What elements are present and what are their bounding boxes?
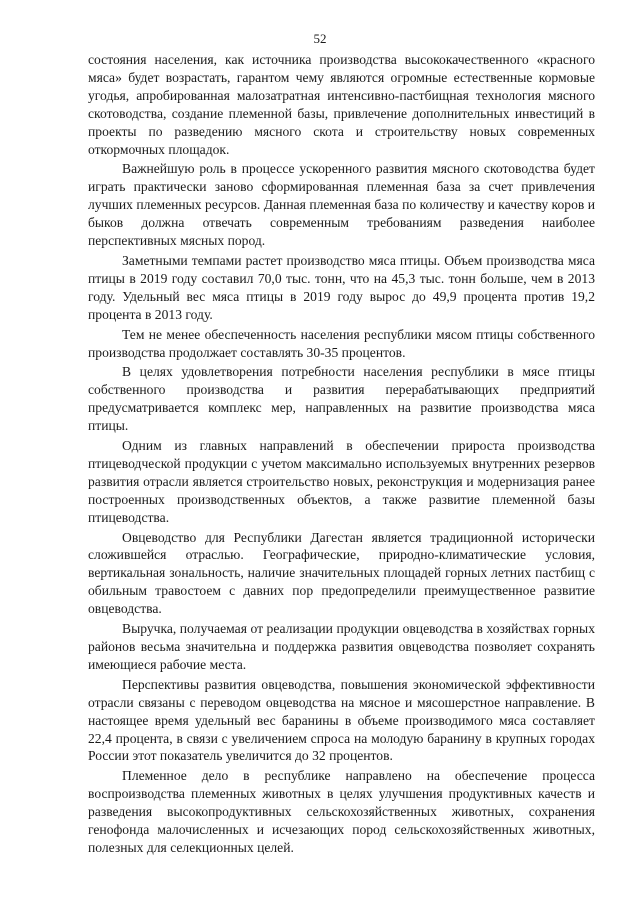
paragraph: Племенное дело в республике направлено на обеспечение процесса воспроизводства племенных животных в целях улучшения продуктивных качеств и разведения высокопродуктивных сельскохозяйственных животных, сохранения генофонда малочисленных и исчезающих пород сельскохозяйственных животных, полезных для селекционных целей. [88, 768, 595, 855]
paragraph: Овцеводство для Республики Дагестан является традиционной исторически сложившейся отраслью. Географические, природно-климатические условия, вертикальная зональность, наличие значительных площадей горных летних пастбищ с обильным травостоем с давних пор предопределили преимущественное развитие овцеводства. [88, 529, 595, 617]
paragraph-continued: состояния населения, как источника производства высококачественного «красного мяса» будет возрастать, гарантом чему являются огромные естественные кормовые угодья, апробированная малозатратная интенсивно-пастбищная технология мясного скотоводства, создание племенной базы, привлечение дополнительных инвестиций в проекты по разведению мясного скота и строительству новых современных откормочных площадок. [88, 52, 595, 157]
document-body [88, 51, 595, 857]
page-number: 52 [313, 31, 327, 46]
paragraph: Выручка, получаемая от реализации продукции овцеводства в хозяйствах горных районов весьма значительна и поддержка развития овцеводства позволяет сохранять имеющиеся рабочие места. [88, 621, 595, 672]
paragraph: Тем не менее обеспеченность населения республики мясом птицы собственного производства продолжает составлять 30-35 процентов. [88, 326, 595, 360]
paragraph: Перспективы развития овцеводства, повышения экономической эффективности отрасли связаны с переводом овцеводства на мясное и мясошерстное направление. В настоящее время удельный вес баранины в объеме производимого мяса составляет 22,4 процента, в связи с увеличением спроса на молодую баранину в крупных городах России этот показатель увеличится до 32 процентов. [88, 676, 595, 764]
paragraph: Важнейшую роль в процессе ускоренного развития мясного скотоводства будет играть практически заново сформированная племенная база за счет привлечения лучших племенных ресурсов. Данная племенная база по количеству и качеству коров и быков должна отвечать современным требованиям разведения наиболее перспективных мясных пород. [88, 161, 595, 249]
paragraph: Заметными темпами растет производство мяса птицы. Объем производства мяса птицы в 2019 году составил 70,0 тыс. тонн, что на 45,3 тыс. тонн больше, чем в 2013 году. Удельный вес мяса птицы в 2019 году вырос до 49,9 процента против 19,2 процента в 2013 году. [88, 252, 595, 322]
paragraph: Одним из главных направлений в обеспечении прироста производства птицеводческой продукции с учетом максимально используемых внутренних резервов развития отрасли является строительство новых, реконструкция и модернизация ранее построенных производственных объектов, а также развитие племенной базы птицеводства. [88, 438, 595, 525]
paragraph: В целях удовлетворения потребности населения республики в мясе птицы собственного производства и развития перерабатывающих предприятий предусматривается комплекс мер, направленных на развитие производства мяса птицы. [88, 364, 595, 434]
